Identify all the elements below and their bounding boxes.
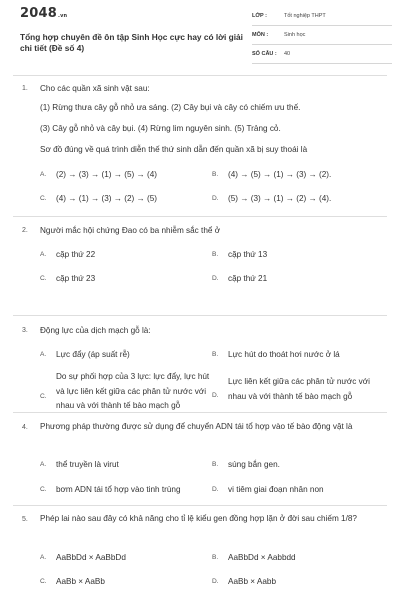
meta-row-class: [252, 10, 392, 26]
divider: [13, 505, 387, 506]
option-text: AaBbDd × AaBbDd: [56, 553, 126, 562]
question-text: Phép lai nào sau đây có khả năng cho tỉ lệ kiểu gen đồng hợp lặn ở đời sau chiếm 1/8?: [40, 514, 357, 523]
question-number: 1.: [22, 85, 28, 92]
meta-label: MÔN :: [252, 32, 269, 38]
meta-row-count: [252, 48, 392, 64]
option-text: thể truyền là virut: [56, 460, 119, 469]
option-text: Lực đẩy (áp suất rễ): [56, 350, 130, 359]
divider: [13, 216, 387, 217]
option-letter: D.: [212, 275, 219, 282]
question-5: [22, 513, 382, 598]
option-text: AaBb × Aabb: [228, 577, 277, 586]
meta-label: SỐ CÂU :: [252, 51, 277, 57]
option-letter: B.: [212, 554, 219, 561]
option-letter: A.: [40, 171, 47, 178]
meta-row-subject: [252, 29, 392, 45]
divider: [13, 412, 387, 413]
document-title: Tổng hợp chuyên đề ôn tập Sinh Học cực hay có lời giải chi tiết (Đề số 4): [20, 32, 243, 53]
option-text: (4) → (1) → (3) → (2) → (5): [56, 194, 157, 203]
question-text-line: Sơ đồ đúng về quá trình diễn thế thứ sinh dẫn đến quần xã bị suy thoái là: [40, 145, 308, 154]
option-letter: C.: [40, 578, 47, 585]
option-letter: C.: [40, 393, 47, 400]
option-text: (2) → (3) → (1) → (5) → (4): [56, 170, 157, 179]
option-text: cặp thứ 22: [56, 250, 96, 259]
question-text: Cho các quần xã sinh vật sau:: [40, 84, 150, 93]
option-letter: B.: [212, 171, 219, 178]
option-text: Lực liên kết giữa các phân tử nước với nhau và với thành tế bào mạch gỗ: [228, 377, 370, 401]
option-letter: D.: [212, 195, 219, 202]
option-text: Lực hút do thoát hơi nước ở lá: [228, 350, 340, 359]
option-text: vi tiêm giai đoạn nhân non: [228, 485, 324, 494]
question-text-line: (1) Rừng thưa cây gỗ nhỏ ưa sáng. (2) Cây bụi và cây có chiếm ưu thế.: [40, 103, 301, 112]
option-text: AaBbDd × Aabbdd: [228, 553, 296, 562]
option-letter: A.: [40, 351, 47, 358]
site-logo[interactable]: [20, 6, 67, 21]
option-letter: C.: [40, 275, 47, 282]
option-text: súng bắn gen.: [228, 460, 280, 469]
question-number: 5.: [22, 516, 28, 523]
question-4: [22, 421, 382, 501]
question-number: 3.: [22, 327, 28, 334]
divider: [13, 315, 387, 316]
option-text: Do sự phối hợp của 3 lực: lực đẩy, lực hút và lực liên kết giữa các phân tử nước với nhau và với thành tế bào mạch gỗ: [56, 372, 210, 410]
meta-label: LỚP :: [252, 13, 267, 19]
option-letter: B.: [212, 251, 219, 258]
meta-value: Sinh học: [284, 32, 306, 38]
logo-suffix: .vn: [57, 13, 68, 19]
question-text: Phương pháp thường được sử dụng để chuyển ADN tái tổ hợp vào tế bào động vật là: [40, 422, 353, 431]
option-text: cặp thứ 21: [228, 274, 268, 283]
question-2: [22, 224, 382, 288]
option-letter: A.: [40, 251, 47, 258]
question-text-line: (3) Cây gỗ nhỏ và cây bụi. (4) Rừng lim nguyên sinh. (5) Trảng cỏ.: [40, 124, 281, 133]
option-text: (5) → (3) → (1) → (2) → (4).: [228, 194, 332, 203]
option-letter: D.: [212, 578, 219, 585]
option-letter: D.: [212, 392, 219, 399]
option-letter: B.: [212, 351, 219, 358]
option-text: (4) → (5) → (1) → (3) → (2).: [228, 170, 332, 179]
document-meta: [252, 10, 392, 67]
question-text: Động lực của dịch mạch gỗ là:: [40, 326, 151, 335]
question-1: [22, 82, 382, 212]
option-letter: B.: [212, 461, 219, 468]
logo-text: 2048: [20, 6, 57, 21]
question-number: 4.: [22, 424, 28, 431]
divider: [13, 75, 387, 76]
option-letter: D.: [212, 486, 219, 493]
question-text: Người mắc hội chứng Đao có ba nhiễm sắc thể ở: [40, 226, 221, 235]
option-letter: A.: [40, 461, 47, 468]
option-letter: A.: [40, 554, 47, 561]
question-3: [22, 324, 382, 409]
option-letter: C.: [40, 486, 47, 493]
option-text: AaBb × AaBb: [56, 577, 105, 586]
option-text: cặp thứ 13: [228, 250, 268, 259]
option-text: bơm ADN tái tổ hợp vào tinh trùng: [56, 485, 181, 494]
question-number: 2.: [22, 227, 28, 234]
option-letter: C.: [40, 195, 47, 202]
meta-value: 40: [284, 51, 291, 57]
option-text: cặp thứ 23: [56, 274, 96, 283]
page-header: [0, 0, 400, 74]
meta-value: Tốt nghiệp THPT: [284, 13, 326, 19]
